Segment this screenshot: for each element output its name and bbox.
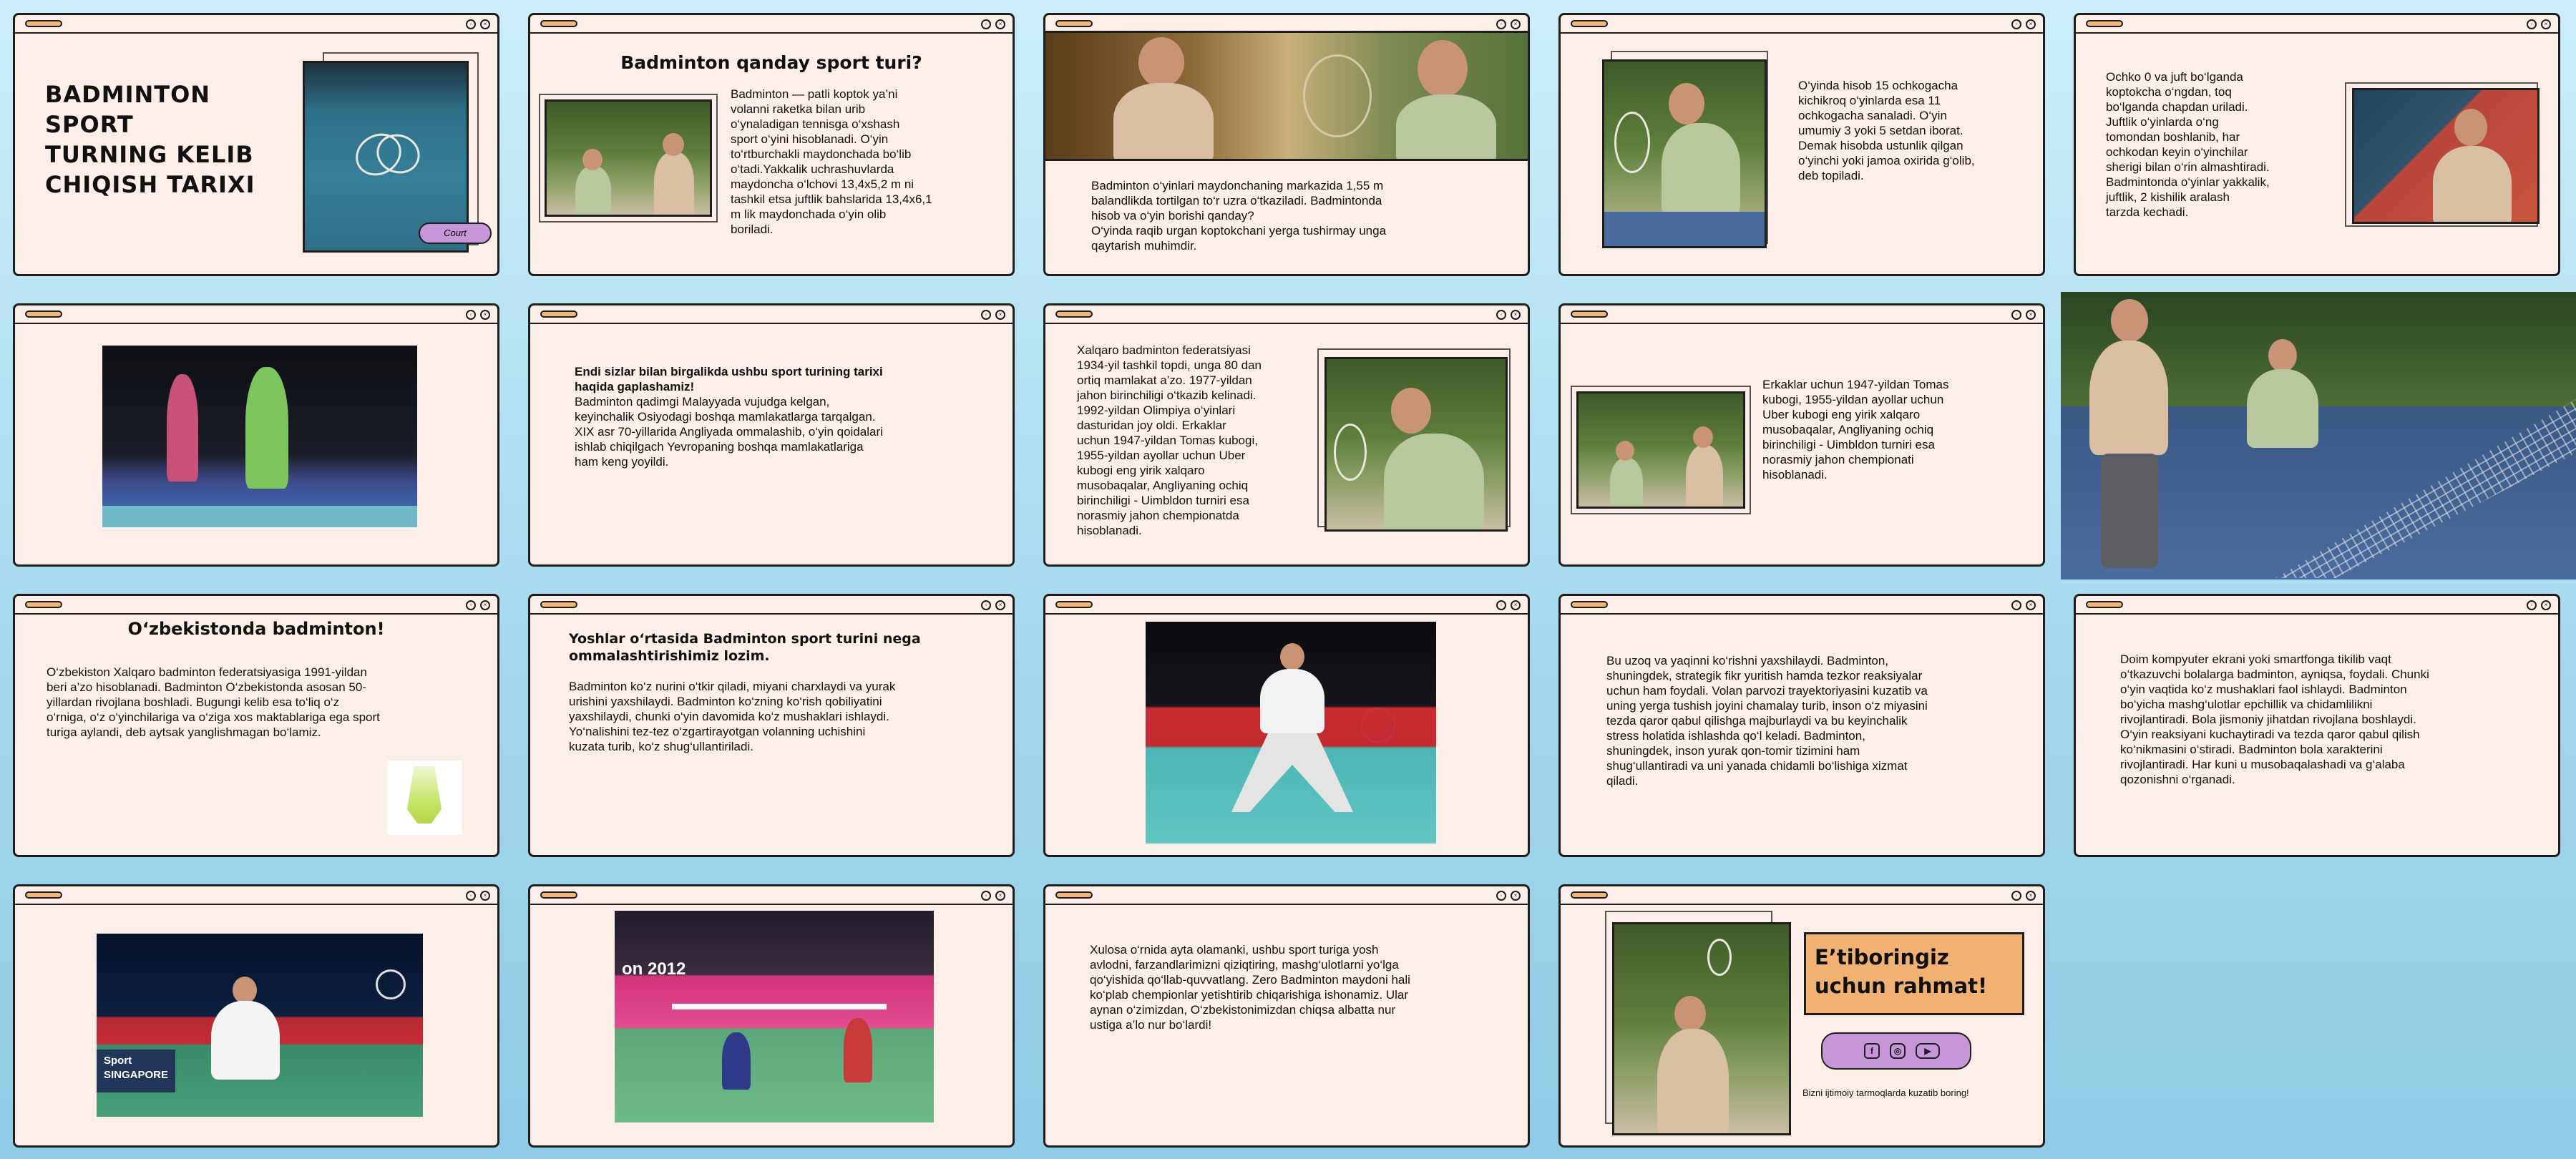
- woman-head: [1616, 441, 1634, 461]
- man-figure: [1113, 83, 1214, 161]
- slide-body: Xalqaro badminton federatsiyasi 1934-yil tashkil topdi, unga 80 dan ortiq mamlakat a’zo. 1977-yildan jahon birinchiligi o‘tkazib kelinadi. 1992-yildan Olimpiya o‘yinlari dasturidan joy oldi. Erkaklar uchun 1947-yildan Tomas kubogi, 1955-yildan ayollar uchun Uber kubogi eng yirik xalqaro musobaqalar, Angliyaning ochiq birinchiligi - Uimbldon turniri esa norasmiy jahon chempionatda hisoblanadi.: [1077, 343, 1262, 537]
- instagram-icon[interactable]: ◎: [1890, 1043, 1906, 1059]
- woman-figure: [575, 166, 611, 217]
- man-head: [663, 133, 684, 156]
- close-icon[interactable]: ×: [1511, 19, 1521, 29]
- woman-figure: [2247, 369, 2318, 448]
- close-icon[interactable]: ×: [480, 600, 490, 610]
- man-head: [2111, 299, 2148, 342]
- window-bar: [1561, 15, 2043, 34]
- close-icon[interactable]: ×: [2541, 19, 2551, 29]
- outdoor-court-photo: [2061, 292, 2576, 580]
- minimize-icon[interactable]: ◦: [2527, 600, 2537, 610]
- court-badge[interactable]: [419, 222, 492, 244]
- minimize-icon[interactable]: ◦: [466, 600, 476, 610]
- window-pill: [540, 891, 577, 899]
- olympic-match-photo: [615, 911, 934, 1123]
- woman-head: [582, 149, 602, 170]
- slide-title: BADMINTON SPORT TURNING KELIB CHIQISH TARIXI: [45, 81, 255, 198]
- slide-body: Badminton o‘yinlari maydonchaning markazida 1,55 m balandlikda tortilgan to‘r uzra o‘tkaziladi. Badmintonda hisob va o‘yin borishi qanday? O‘yinda raqib urgan koptokchani yerga tushirmay unga qaytarish muhimdir.: [1091, 179, 1387, 253]
- slide-6[interactable]: [13, 303, 499, 567]
- close-icon[interactable]: ×: [1511, 891, 1521, 901]
- window-pill: [540, 20, 577, 27]
- racket-icon: [1707, 939, 1732, 976]
- minimize-icon[interactable]: ◦: [981, 891, 991, 901]
- man-head: [1138, 37, 1184, 87]
- window-pill: [540, 601, 577, 608]
- window-bar: [15, 305, 497, 324]
- racket-icon: [1614, 112, 1650, 173]
- man-head: [1674, 996, 1706, 1032]
- window-bar: [15, 15, 497, 34]
- woman-figure: [1396, 94, 1496, 161]
- player-head: [1280, 643, 1304, 670]
- minimize-icon[interactable]: ◦: [466, 891, 476, 901]
- close-icon[interactable]: ×: [2026, 310, 2036, 320]
- man-head: [1693, 426, 1713, 448]
- minimize-icon[interactable]: ◦: [1496, 19, 1506, 29]
- slide-title: Badminton qanday sport turi?: [620, 52, 922, 73]
- social-caption: Bizni ijtimoiy tarmoqlarda kuzatib boring!: [1802, 1087, 1969, 1098]
- window-pill: [1571, 310, 1608, 318]
- slide-body: Badminton ko‘z nurini o‘tkir qiladi, miyani charxlaydi va yurak urishini yaxshilaydi. Badminton ko‘zning ko‘rish qobiliyatini yaxshilaydi, chunki o‘yin davomida ko‘z mushaklari ishlaydi. Yo‘nalishini tez-tez o‘zgartirayotgan volanning uchishini kuzata turib, ko‘z shug‘ullantiriladi.: [569, 680, 896, 753]
- minimize-icon[interactable]: ◦: [2011, 600, 2021, 610]
- court-badge-label: Court: [444, 228, 467, 238]
- close-icon[interactable]: ×: [995, 310, 1005, 320]
- player-left: [167, 374, 198, 481]
- window-bar: [530, 15, 1013, 34]
- couple-playing-photo: [1576, 391, 1745, 509]
- slide-body: Badminton qadimgi Malayyada vujudga kelgan, keyinchalik Osiyodagi boshqa mamlakatlarga tarqalgan. XIX asr 70-yillarida Angliyada ommalashib, o‘yin qoidalari ishlab chiqilgach Yevropaning boshqa mamlakatlariga ham keng yoyildi.: [575, 395, 883, 469]
- window-pill: [1055, 310, 1093, 318]
- slide-body: Bu uzoq va yaqinni ko‘rishni yaxshilaydi. Badminton, shuningdek, strategik fikr yuritish hamda tezkor reaksiyalar uchun ham foydali. Volan parvozi trayektoriyasini kuzatib va uning yerga tushish joyini chamalay turib, inson o‘z miyasini tezda qaror qabul qilishga majburlaydi va bu keyinchalik stress holatida ishlashda qo‘l keladi. Badminton, shuningdek, inson yurak qon-tomir tizimini ham shug‘ullantiradi va uni yanada chidamli bo‘lishiga xizmat qiladi.: [1606, 654, 1928, 788]
- window-pill: [2086, 20, 2123, 27]
- slide-13[interactable]: [1043, 594, 1530, 857]
- close-icon[interactable]: ×: [480, 891, 490, 901]
- window-bar: [1045, 886, 1528, 905]
- smiling-couple-photo: [1045, 31, 1530, 161]
- window-pill: [25, 310, 62, 318]
- window-pill: [1055, 891, 1093, 899]
- slide-title: O‘zbekistonda badminton!: [127, 619, 385, 639]
- window-bar: [530, 886, 1013, 905]
- slide-16[interactable]: [13, 884, 499, 1148]
- minimize-icon[interactable]: ◦: [2527, 19, 2537, 29]
- window-bar: [1561, 596, 2043, 615]
- woman-shuttlecock-photo: [1324, 357, 1508, 532]
- man-figure: [1686, 445, 1723, 509]
- man-racket-photo: [2352, 88, 2540, 224]
- window-bar: [15, 886, 497, 905]
- slide-3[interactable]: [1043, 13, 1530, 276]
- player-figure: [1260, 669, 1324, 733]
- close-icon[interactable]: ×: [1511, 600, 1521, 610]
- window-bar: [530, 305, 1013, 324]
- window-bar: [1561, 886, 2043, 905]
- player-b: [844, 1018, 872, 1082]
- window-bar: [2076, 15, 2558, 34]
- social-links[interactable]: [1821, 1032, 1971, 1070]
- slide-1[interactable]: [13, 13, 499, 276]
- window-pill: [1571, 601, 1608, 608]
- slide-2[interactable]: [528, 13, 1015, 276]
- window-bar: [15, 596, 497, 615]
- youtube-icon[interactable]: ▶: [1916, 1043, 1940, 1059]
- woman-figure: [1384, 434, 1484, 532]
- woman-head: [1418, 40, 1468, 97]
- player-legs: [1231, 733, 1353, 812]
- slide-18[interactable]: [1043, 884, 1530, 1148]
- minimize-icon[interactable]: ◦: [1496, 310, 1506, 320]
- slide-heading: Endi sizlar bilan birgalikda ushbu sport turining tarixi haqida gaplashamiz!: [575, 365, 883, 393]
- slide-12[interactable]: [528, 594, 1015, 857]
- man-figure: [2089, 341, 2168, 455]
- slide-15[interactable]: [2074, 594, 2560, 857]
- slide-8[interactable]: [1043, 303, 1530, 567]
- slide-body: Erkaklar uchun 1947-yildan Tomas kubogi, 1955-yildan ayollar uchun Uber kubogi eng yirik xalqaro musobaqalar, Angliyaning ochiq birinchiligi - Uimbldon turniri esa norasmiy jahon chempionati hisoblanadi.: [1762, 378, 1949, 481]
- slide-19[interactable]: [1558, 884, 2045, 1148]
- close-icon[interactable]: ×: [995, 891, 1005, 901]
- window-bar: [1561, 305, 2043, 324]
- window-pill: [25, 891, 62, 899]
- minimize-icon[interactable]: ◦: [466, 310, 476, 320]
- window-pill: [25, 601, 62, 608]
- minimize-icon[interactable]: ◦: [466, 19, 476, 29]
- slide-9[interactable]: [1558, 303, 2045, 567]
- slide-body: O‘yinda hisob 15 ochkogacha kichikroq o‘yinlarda esa 11 ochkogacha sanaladi. O‘yin umumiy 3 yoki 5 setdan iborat. Demak hisobda ustunlik qilgan o‘yinchi yoki jamoa oxirida g‘olib, deb topiladi.: [1798, 79, 1975, 182]
- court-floor: [102, 506, 417, 527]
- slide-4[interactable]: [1558, 13, 2045, 276]
- window-pill: [1055, 601, 1093, 608]
- slide-body: Ochko 0 va juft bo‘lganda koptokcha o‘ngdan, toq bo‘lganda chapdan uriladi. Juftlik o‘yinlarda o‘ng tomondan boshlanib, har ochkodan keyin o‘yinchilar sherigi bilan o‘rin almashtiradi. Badmintonda o‘yinlar yakkalik, juftlik, 2 kishilik aralash tarzda kechadi.: [2106, 70, 2270, 219]
- close-icon[interactable]: ×: [2026, 600, 2036, 610]
- window-pill: [540, 310, 577, 318]
- slide-5[interactable]: [2074, 13, 2560, 276]
- window-pill: [25, 20, 62, 27]
- man-figure: [654, 152, 694, 217]
- woman-racket-photo: [1602, 59, 1767, 248]
- racket-icon: [1334, 424, 1367, 481]
- shuttlecock-icon: [407, 766, 441, 823]
- close-icon[interactable]: ×: [995, 600, 1005, 610]
- minimize-icon[interactable]: ◦: [2011, 891, 2021, 901]
- slide-body: Xulosa o‘rnida ayta olamanki, ushbu sport turiga yosh avlodni, farzandlarimizni qiziqtiring, mashg‘ulotlarni yo‘lga qo‘yishida qo‘llab-quvvatlang. Zero Badminton maydoni hali ko‘plab chempionlar yetishtirib chiqarishiga ishonamiz. Ular aynan o‘zimizdan, O‘zbekistonimizdan chiqsa albatta nur ustiga a’lo nur bo‘lardi!: [1090, 943, 1410, 1032]
- close-icon[interactable]: ×: [480, 310, 490, 320]
- racket-icon: [376, 969, 406, 999]
- court-net: [672, 1004, 887, 1009]
- thanks-title: E’tiboringiz uchun rahmat!: [1815, 945, 1988, 998]
- racket-icon: [1303, 54, 1372, 137]
- woman-head: [1391, 388, 1431, 434]
- slide-14[interactable]: [1558, 594, 2045, 857]
- window-pill: [1571, 20, 1608, 27]
- minimize-icon[interactable]: ◦: [2011, 19, 2021, 29]
- shuttlecock-image: [387, 761, 462, 835]
- woman-figure: [1662, 123, 1740, 216]
- window-bar: [2076, 596, 2558, 615]
- slide-body: Doim kompyuter ekrani yoki smartfonga tikilib vaqt o‘tkazuvchi bolalarga badminton, ayniqsa, foydali. Chunki o‘yin vaqtida ko‘z mushaklari faol ishlaydi. Badminton bo‘yicha mashg‘ulotlar epchillik va chidamlilikni rivojlantiradi. Bola jismoniy jihatdan rivojlana boshlaydi. O‘yin reaksiyani kuchaytiradi va tezda qaror qabul qilish ko‘nikmasini o‘stiradi. Badminton bola xarakterini rivojlantiradi. Har kuni u musobaqalashadi va g‘alaba qozonishni o‘rganadi.: [2120, 652, 2429, 786]
- window-pill: [1571, 891, 1608, 899]
- window-bar: [1045, 596, 1528, 615]
- minimize-icon[interactable]: ◦: [2011, 310, 2021, 320]
- close-icon[interactable]: ×: [2026, 19, 2036, 29]
- close-icon[interactable]: ×: [2026, 891, 2036, 901]
- minimize-icon[interactable]: ◦: [1496, 600, 1506, 610]
- minimize-icon[interactable]: ◦: [981, 19, 991, 29]
- sponsor-board: [97, 1050, 175, 1092]
- woman-head: [2268, 339, 2297, 372]
- close-icon[interactable]: ×: [480, 19, 490, 29]
- doubles-match-photo: [102, 346, 417, 527]
- window-pill: [2086, 601, 2123, 608]
- man-legs: [2101, 454, 2158, 568]
- olympic-banner: on 2012: [622, 959, 686, 979]
- smash-photo: [97, 934, 423, 1117]
- man-figure: [2433, 146, 2512, 224]
- court-floor: [1604, 212, 1765, 246]
- player-right: [245, 367, 288, 489]
- woman-figure: [1610, 458, 1643, 509]
- window-bar: [1045, 305, 1528, 324]
- slide-11[interactable]: [13, 594, 499, 857]
- window-pill: [1055, 20, 1093, 27]
- slide-body: O‘zbekiston Xalqaro badminton federatsiyasiga 1991-yildan beri a’zo hisoblanadi. Badminton O‘zbekistonda asosan 50- yillardan rivojlana boshladi. Bugungi kelib esa to‘liq o‘z o‘rniga, o‘z o‘yinchilariga va o‘ziga xos maktablariga ega sport turiga aylandi, deb aytsak yanglishmagan bo‘lamiz.: [47, 665, 380, 739]
- close-icon[interactable]: ×: [2541, 600, 2551, 610]
- player-figure: [211, 1001, 280, 1080]
- player-lunge-photo: [1146, 622, 1436, 843]
- player-head: [233, 977, 257, 1004]
- man-head: [2454, 109, 2487, 146]
- close-icon[interactable]: ×: [1511, 310, 1521, 320]
- minimize-icon[interactable]: ◦: [981, 310, 991, 320]
- minimize-icon[interactable]: ◦: [1496, 891, 1506, 901]
- racket-icon: [1360, 708, 1396, 743]
- man-figure: [1657, 1029, 1729, 1135]
- slide-17[interactable]: [528, 884, 1015, 1148]
- slide-7[interactable]: [528, 303, 1015, 567]
- facebook-icon[interactable]: f: [1864, 1043, 1880, 1059]
- slide-title: Yoshlar o‘rtasida Badminton sport turini nega ommalashtirishimiz lozim.: [569, 631, 921, 664]
- thanks-box: [1804, 932, 2024, 1015]
- slide-body: Badminton — patli koptok ya’ni volanni raketka bilan urib o‘ynaladigan tennisga o‘xshash sport o‘yini hisoblanadi. O‘yin to‘rtburchakli maydonchada bo‘lib o‘tadi.Yakkalik uchrashuvlarda maydoncha o‘lchovi 13,4x5,2 m ni tashkil etsa juftlik bahslarida 13,4x6,1 m lik maydonchada o‘yin olib boriladi.: [731, 87, 932, 236]
- sponsor-text: Sport SINGAPORE: [104, 1055, 169, 1081]
- close-icon[interactable]: ×: [995, 19, 1005, 29]
- man-serve-photo: [1612, 922, 1791, 1135]
- player-a: [722, 1032, 751, 1090]
- window-bar: [530, 596, 1013, 615]
- minimize-icon[interactable]: ◦: [981, 600, 991, 610]
- woman-head: [1669, 83, 1704, 124]
- couple-photo: [545, 99, 712, 217]
